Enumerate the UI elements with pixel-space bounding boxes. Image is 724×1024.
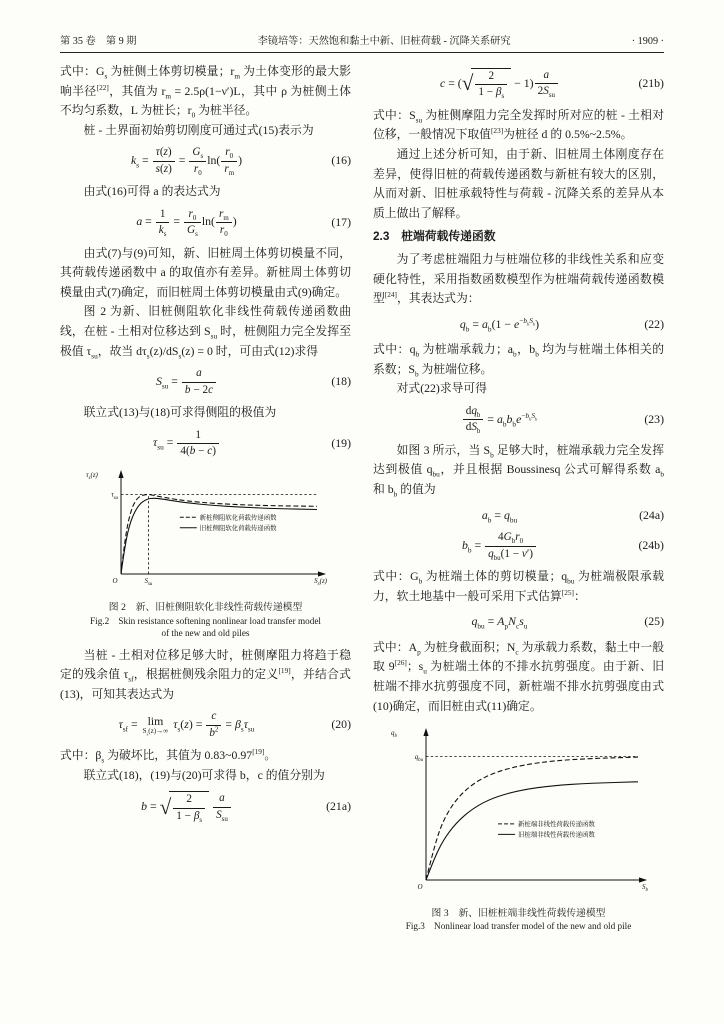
axis-label-y: $q_b$ — [390, 729, 397, 740]
section-heading: 2.3 桩端荷载传递函数 — [373, 229, 496, 244]
y-axis-arrow — [118, 470, 123, 478]
paragraph: 桩 - 土界面初始剪切刚度可通过式(15)表示为 — [83, 122, 314, 137]
equation-18 — [60, 367, 351, 397]
equation-number: (18) — [331, 374, 351, 389]
paragraph: 式中：$A_p$ 为桩身截面积；$N_c$ 为承载力系数，黏土中一般取 9[26]；$s_u$ 为桩端土体的不排水抗剪强度。由于新、旧桩端不排水抗剪强度不同，新桩端不排水抗剪强度由式(10)确定，而旧桩由式(11)确定。 — [373, 639, 664, 713]
equation-17 — [60, 208, 351, 238]
equation-body: $q_b = a_b(1 - e^{-b_bS_b})$ — [459, 315, 540, 334]
equation-22 — [373, 315, 664, 335]
equation-number: (24b) — [638, 538, 664, 553]
legend-label: 旧桩侧阻软化荷载传递函数 — [199, 525, 276, 533]
equation-number: (23) — [644, 412, 664, 427]
legend-label: 新桩端非线性荷载传递函数 — [517, 821, 595, 829]
series-line — [121, 499, 317, 575]
content-columns — [60, 62, 664, 939]
origin-label: O — [416, 883, 423, 892]
figure-2-chart — [83, 466, 329, 598]
header-running-title: 李镜培等：天然饱和黏土中新、旧桩荷载 - 沉降关系研究 — [257, 36, 511, 47]
equation-number: (20) — [331, 717, 351, 732]
paragraph: 由式(16)可得 a 的表达式为 — [83, 184, 221, 199]
equation-21a — [60, 791, 351, 823]
equation-body: $\tau_{sf} = \lim$ $S_s(z)\to\infty$ $\tau_s(z)$ = $\frac{c}{b^2}$ = $\beta_s\tau_{su}$ — [118, 710, 255, 739]
paragraph: 由式(7)与(9)可知，新、旧桩周土体剪切模量不同，其荷载传递函数中 a 的取值亦有差异。新桩周土体剪切模量由式(7)确定，而旧桩周土体剪切模量由式(9)确定。 — [60, 245, 351, 299]
equation-23 — [373, 405, 664, 435]
equation-21b — [373, 68, 664, 100]
reference-label: $\tau_{su}$ — [110, 492, 118, 502]
paragraph: 式中：$G_s$ 为桩侧土体剪切模量；$r_m$ 为土体变形的最大影响半径[22]，其值为 $r_m = 2.5\rho(1-\nu')L$，其中 ρ 为桩侧土体不均匀系数，L 为桩长；$r_0$ 为桩半径。 — [60, 64, 351, 120]
x-axis-arrow — [318, 572, 326, 577]
equation-number: (25) — [644, 614, 664, 629]
axis-label-y: $\tau_s(z)$ — [85, 471, 98, 482]
axis-label-x: $S_s(z)$ — [313, 577, 327, 588]
equation-number: (16) — [331, 153, 351, 168]
equation-number: (19) — [331, 435, 351, 450]
equation-body: a = $\frac{1}{k_s}$ = $\frac{r_0}{G_s}$ ln( $\frac{r_m}{r_0}$ ) — [136, 207, 237, 239]
paragraph: 联立式(13)与(18)可求得侧阻的极值为 — [83, 404, 277, 419]
paragraph: 对式(22)求导可得 — [396, 381, 488, 396]
right-column — [373, 62, 664, 939]
paragraph: 式中：$G_b$ 为桩端土体的剪切模量；$q_{bu}$ 为桩端极限承载力，软土地基中一般可采用下式估算[25]： — [373, 569, 664, 603]
page-header — [60, 32, 664, 47]
paragraph: 为了考虑桩端阻力与桩端位移的非线性关系和应变硬化特性，采用指数函数模型作为桩端荷载传递函数模型[24]，其表达式为： — [373, 251, 664, 306]
figure-2-caption-en: of the new and old piles — [161, 627, 250, 638]
equation-19 — [60, 429, 351, 459]
origin-label: O — [111, 577, 118, 586]
header-page-number: · 1909 · — [631, 36, 664, 47]
figure-3-chart — [388, 724, 650, 904]
series-line — [426, 757, 638, 880]
equation-number: (21b) — [638, 76, 664, 91]
paragraph: 联立式(18)，(19)与(20)可求得 b，c 的值分别为 — [83, 767, 325, 782]
equation-16 — [60, 146, 351, 176]
left-column — [60, 62, 351, 939]
reference-label: $S_{su}$ — [144, 578, 152, 588]
equation-body: $dq_b$ $dS_b$ = $a_bb_be^{-b_bS_b}$ — [373, 405, 626, 435]
axis-label-x: $S_b$ — [641, 883, 648, 894]
legend-label: 旧桩端非线性荷载传递函数 — [517, 831, 595, 839]
header-volume-issue: 第 35 卷 第 9 期 — [60, 36, 137, 47]
equation-body: $k_s$ = $\frac{\tau(z)}{s(z)}$ = $\frac{G_s}{r_0}$ ln( $\frac{r_0}{r_m}$ ) — [130, 146, 243, 177]
figure-3-caption-cn: 图 3 新、旧桩桩端非线性荷载传递模型 — [431, 908, 606, 920]
equation-body: c = (√ $\frac{2}{1 - \beta_s}$ − 1) a $2S_{su}$ — [373, 68, 626, 100]
y-axis-arrow — [423, 728, 428, 736]
paragraph: 图 2 为新、旧桩侧阻软化非线性荷载传递函数曲线，在桩 - 土相对位移达到 $S_{su}$ 时，桩侧阻力完全发挥至极值 $\tau_{su}$，故当 $d\tau_s(z)/dS_s(z) = 0$ 时，可由式(12)求得 — [60, 304, 352, 360]
paragraph: 通过上述分析可知，由于新、旧桩周土体刚度存在差异，使得旧桩的荷载传递函数与新桩有较大的区别，从而对新、旧桩承载特性与荷载 - 沉降关系的差异从本质上做出了解释。 — [373, 147, 664, 220]
figure-3 — [373, 724, 664, 933]
paragraph: 式中：$\beta_s$ 为破坏比，其值为 0.83~0.97[19]。 — [60, 747, 277, 765]
equation-number: (17) — [331, 214, 351, 229]
equation-25 — [373, 612, 664, 632]
equation-24b — [373, 531, 664, 561]
figure-2-caption-cn: 图 2 新、旧桩侧阻软化非线性荷载传递模型 — [108, 602, 303, 614]
equation-number: (22) — [644, 316, 664, 331]
equation-body: $\tau_{su}$ = $\frac{1}{4(b - c)}$ — [60, 429, 313, 459]
equation-number: (24a) — [639, 507, 664, 522]
reference-label: $q_{bu}$ — [414, 753, 423, 764]
figure-3-caption-en: Fig.3 Nonlinear load transfer model of the new and old pile — [405, 921, 632, 932]
series-line — [121, 495, 317, 574]
equation-body: $a_b = q_{bu}$ — [481, 507, 518, 524]
x-axis-arrow — [639, 877, 647, 882]
paragraph: 式中：$q_b$ 为桩端承载力；$a_b$，$b_b$ 均为与桩端土体相关的系数；$S_b$ 为桩端位移。 — [373, 342, 665, 379]
equation-24a — [373, 506, 664, 526]
paragraph: 当桩 - 土相对位移足够大时，桩侧摩阻力将趋于稳定的残余值 $\tau_{sf}$，根据桩侧残余阻力的定义[19]，并结合式(13)，可知其表达式为 — [60, 647, 351, 701]
equation-body: b = √ $\frac{2}{1 - \beta_s}$ a $S_{su}$ — [60, 791, 313, 823]
figure-2 — [60, 466, 351, 639]
header-rule — [60, 52, 664, 53]
figure-2-caption-en: Fig.2 Skin resistance softening nonlinear load transfer model — [90, 615, 321, 626]
equation-number: (21a) — [326, 799, 351, 814]
equation-body: $b_b$ = $4G_br_0$ $q_{bu}(1 - \nu')$ — [373, 531, 626, 561]
paragraph: 如图 3 所示，当 $S_b$ 足够大时，桩端承载力完全发挥达到极值 $q_{bu}$，并且根据 Boussinesq 公式可解得系数 $a_b$ 和 $b_b$ 的值为 — [373, 442, 664, 499]
legend-label: 新桩侧阻软化荷载传递函数 — [199, 514, 276, 522]
equation-body: $q_{bu} = A_pN_cs_u$ — [471, 614, 528, 631]
equation-20 — [60, 710, 351, 740]
paragraph: 式中：$S_{su}$ 为桩侧摩阻力完全发挥时所对应的桩 - 土相对位移，一般情况下取值[23]为桩径 d 的 0.5%~2.5%。 — [373, 107, 664, 142]
equation-body: $S_{su}$ = $\frac{a}{b - 2c}$ — [60, 367, 313, 397]
